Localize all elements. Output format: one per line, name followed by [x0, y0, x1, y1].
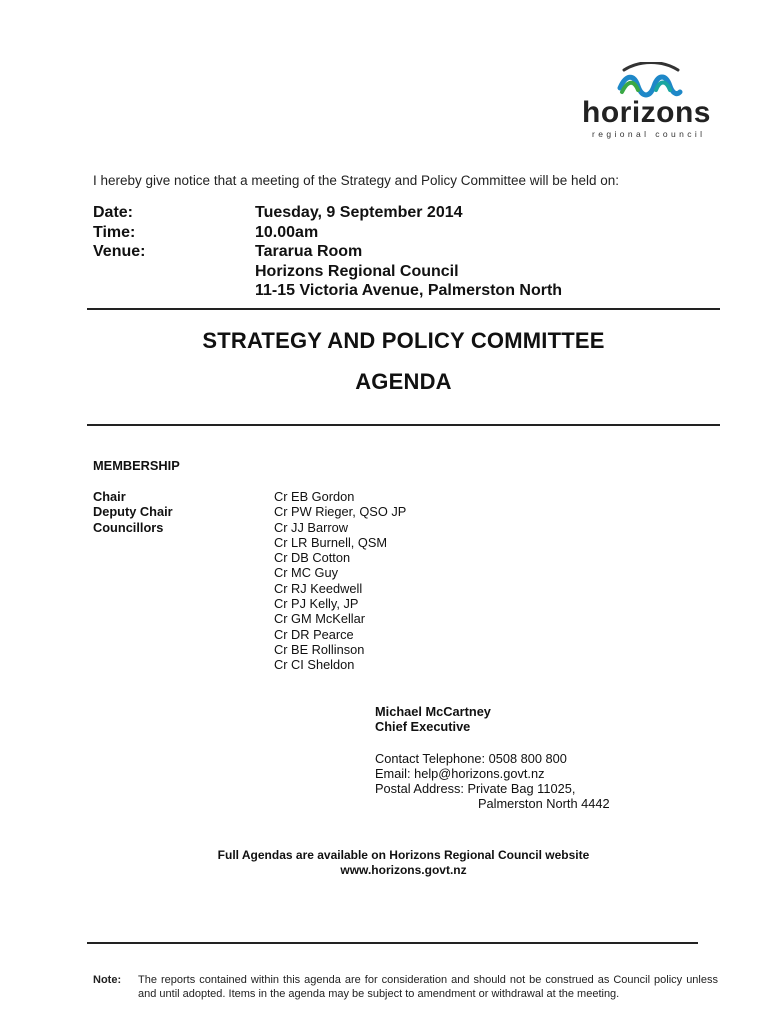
time-label: Time: — [93, 224, 136, 241]
list-item: Cr PJ Kelly, JP — [274, 596, 359, 612]
list-item: Cr RJ Keedwell — [274, 580, 363, 596]
list-item: Cr CI Sheldon — [274, 657, 355, 673]
executive-block — [375, 704, 610, 812]
divider — [87, 308, 720, 310]
role-list — [93, 489, 173, 535]
role-chair: Chair — [93, 489, 126, 504]
list-item: Cr JJ Barrow — [274, 519, 348, 535]
member-list — [274, 489, 406, 673]
postal-city: Palmerston North 4442 — [478, 796, 610, 812]
availability-text: Full Agendas are available on Horizons Regional Council website — [217, 848, 590, 862]
agenda-title: AGENDA — [355, 369, 452, 394]
list-item: Cr MC Guy — [274, 565, 338, 581]
list-item: Cr PW Rieger, QSO JP — [274, 504, 407, 520]
divider — [87, 424, 720, 426]
role-councillors: Councillors — [93, 519, 164, 535]
list-item: Cr EB Gordon — [274, 489, 355, 504]
executive-role: Chief Executive — [375, 719, 471, 735]
horizons-logo — [580, 62, 720, 144]
website-link[interactable]: www.horizons.govt.nz — [340, 863, 467, 877]
logo-tagline: regional council — [592, 129, 706, 139]
role-deputy-chair: Deputy Chair — [93, 504, 173, 520]
availability-notice — [87, 848, 720, 878]
date-label: Date: — [93, 204, 134, 221]
venue-line: Tararua Room — [255, 243, 363, 260]
note-text: The reports contained within this agenda are for consideration and should not be construed as Council policy unless and until adopted. Items in the agenda may be subject to amendment or withdrawal at the meeting. — [138, 974, 718, 1000]
divider — [87, 942, 698, 944]
contact-email: Email: help@horizons.govt.nz — [375, 765, 545, 781]
footer-note — [93, 973, 723, 1003]
list-item: Cr GM McKellar — [274, 611, 366, 627]
date-value: Tuesday, 9 September 2014 — [255, 204, 463, 221]
contact-phone: Contact Telephone: 0508 800 800 — [375, 750, 567, 766]
postal-address: Postal Address: Private Bag 11025, — [375, 781, 576, 797]
time-value: 10.00am — [255, 224, 319, 241]
list-item: Cr DB Cotton — [274, 550, 351, 566]
logo-wordmark: horizons — [582, 96, 711, 129]
list-item: Cr LR Burnell, QSM — [274, 534, 388, 550]
meeting-notice: I hereby give notice that a meeting of the Strategy and Policy Committee will be held on: — [93, 173, 620, 188]
list-item: Cr DR Pearce — [274, 626, 354, 642]
note-label: Note: — [93, 974, 122, 986]
venue-label: Venue: — [93, 243, 146, 260]
executive-name: Michael McCartney — [375, 704, 491, 719]
venue-line: Horizons Regional Council — [255, 263, 459, 280]
venue-line: 11-15 Victoria Avenue, Palmerston North — [255, 282, 563, 299]
list-item: Cr BE Rollinson — [274, 641, 365, 657]
committee-title: STRATEGY AND POLICY COMMITTEE — [202, 328, 605, 353]
membership-heading: MEMBERSHIP — [93, 458, 180, 473]
